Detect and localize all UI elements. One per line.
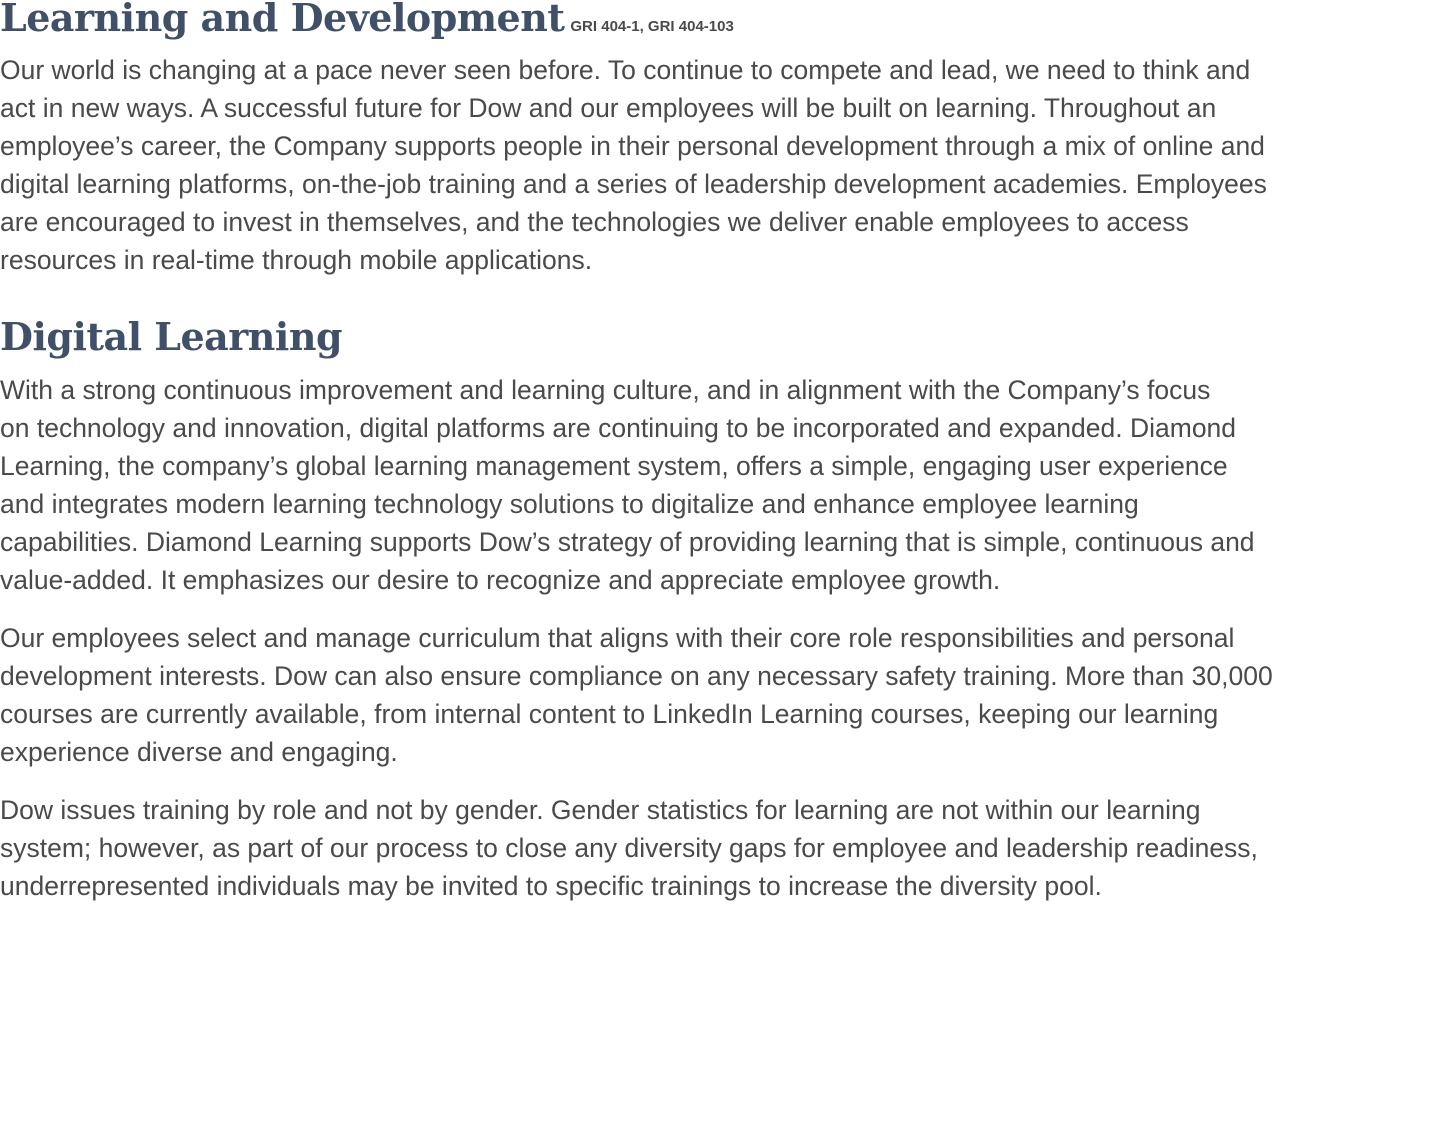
text-line: capabilities. Diamond Learning supports Dow’s strategy of providing learning that is simple, continuous and (0, 527, 1255, 557)
text-line: Dow issues training by role and not by gender. Gender statistics for learning are not within our learning (0, 795, 1201, 825)
intro-paragraph (0, 51, 1267, 279)
section-heading-learning-development (0, 0, 734, 49)
digital-learning-paragraph-1 (0, 371, 1255, 599)
text-line: development interests. Dow can also ensure compliance on any necessary safety training. More than 30,000 (0, 661, 1273, 691)
text-line: Our world is changing at a pace never seen before. To continue to compete and lead, we need to think and (0, 55, 1251, 85)
text-line: underrepresented individuals may be invited to specific trainings to increase the diversity pool. (0, 871, 1102, 901)
heading-title: Learning and Development (0, 0, 565, 40)
text-line: system; however, as part of our process to close any diversity gaps for employee and leadership readiness, (0, 833, 1258, 863)
text-line: resources in real-time through mobile applications. (0, 245, 593, 275)
text-line: courses are currently available, from internal content to LinkedIn Learning courses, keeping our learning (0, 699, 1219, 729)
text-line: digital learning platforms, on-the-job training and a series of leadership development academies. Employees (0, 169, 1267, 199)
text-line: Our employees select and manage curriculum that aligns with their core role responsibilities and personal (0, 623, 1235, 653)
text-line: employee’s career, the Company supports people in their personal development through a mix of online and (0, 131, 1265, 161)
text-line: and integrates modern learning technology solutions to digitalize and enhance employee learning (0, 489, 1139, 519)
text-line: on technology and innovation, digital platforms are continuing to be incorporated and expanded. Diamond (0, 413, 1237, 443)
text-line: Learning, the company’s global learning management system, offers a simple, engaging user experience (0, 451, 1228, 481)
text-line: are encouraged to invest in themselves, and the technologies we deliver enable employees to access (0, 207, 1189, 237)
text-line: act in new ways. A successful future for Dow and our employees will be built on learning. Throughout an (0, 93, 1217, 123)
digital-learning-paragraph-2 (0, 619, 1273, 771)
text-line: With a strong continuous improvement and learning culture, and in alignment with the Company’s focus (0, 375, 1211, 405)
section-heading-digital-learning: Digital Learning (0, 314, 343, 359)
text-line: experience diverse and engaging. (0, 737, 398, 767)
gri-reference: GRI 404-1, GRI 404-103 (570, 18, 734, 35)
text-line: value-added. It emphasizes our desire to recognize and appreciate employee growth. (0, 565, 1001, 595)
digital-learning-paragraph-3 (0, 791, 1258, 905)
